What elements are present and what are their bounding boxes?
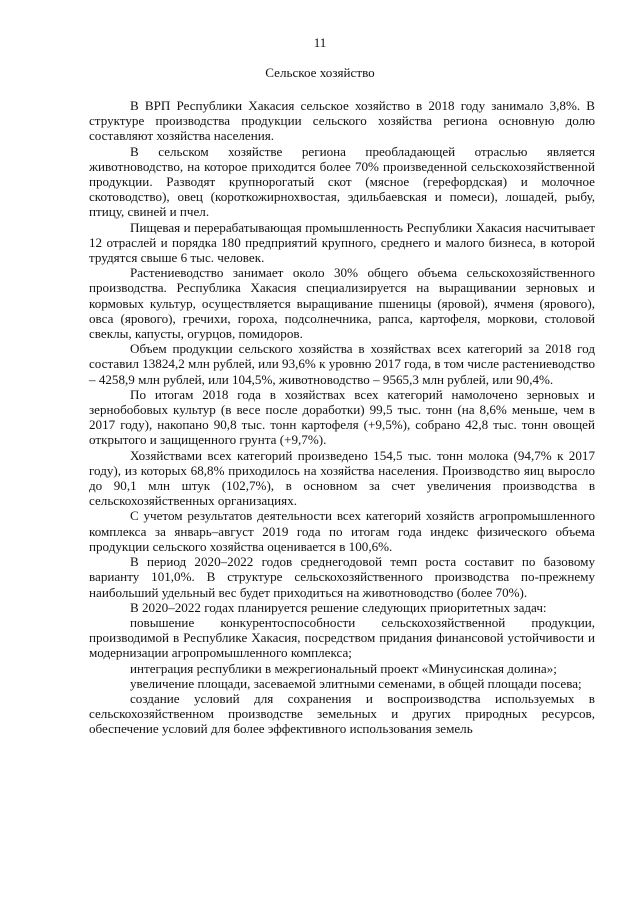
- paragraph: Пищевая и перерабатывающая промышленность Республики Хакасия насчитывает 12 отраслей и порядка 180 предприятий крупного, среднего и малого бизнеса, в которой трудятся свыше 6 тыс. человек.: [89, 219, 595, 266]
- section-title: Сельское хозяйство: [265, 65, 375, 80]
- paragraph: В сельском хозяйстве региона преобладающей отраслью является животноводство, на которое приходится более 70% произведенной сельскохозяйственной продукции. Разводят крупнорогатый скот (мясное (герефордская) и молочное скотоводство), овец (короткожирнохвостая, эдильбаевская и помеси), лошадей, рыбу, птицу, свиней и пчел.: [89, 143, 595, 220]
- paragraph: В ВРП Республики Хакасия сельское хозяйство в 2018 году занимало 3,8%. В структуре производства продукции сельского хозяйства региона основную долю составляют хозяйства населения.: [89, 98, 595, 144]
- paragraph: Хозяйствами всех категорий произведено 154,5 тыс. тонн молока (94,7% к 2017 году), из которых 68,8% приходилось на хозяйства населения. Производство яиц выросло до 90,1 млн штук (102,7%), в основном за счет увеличения производства в сельскохозяйственных организациях.: [89, 447, 595, 509]
- body-text: [89, 98, 595, 737]
- paragraph: В 2020–2022 годах планируется решение следующих приоритетных задач:: [130, 599, 547, 615]
- list-item: повышение конкурентоспособности сельскохозяйственной продукции, производимой в Республике Хакасия, посредством придания финансовой устойчивости и модернизации агропромышленного комплекса;: [89, 614, 595, 661]
- paragraph: В период 2020–2022 годов среднегодовой темп роста составит по базовому варианту 101,0%. В структуре сельскохозяйственного производства по-прежнему наибольший удельный вес будет приходиться на животноводство (более 70%).: [89, 554, 595, 600]
- list-item: интеграция республики в межрегиональный проект «Минусинская долина»;: [130, 660, 557, 676]
- paragraph: Объем продукции сельского хозяйства в хозяйствах всех категорий за 2018 год составил 13824,2 млн рублей, или 93,6% к уровню 2017 года, в том числе растениеводство – 4258,9 млн рублей, или 104,5%, животноводство – 9565,3 млн рублей, или 90,4%.: [89, 341, 595, 387]
- page-number: 11: [313, 35, 327, 50]
- list-item: создание условий для сохранения и воспроизводства используемых в сельскохозяйственном производстве земельных и других природных ресурсов, обеспечение условий для более эффективного использования земель: [89, 690, 595, 737]
- paragraph: По итогам 2018 года в хозяйствах всех категорий намолочено зерновых и зернобобовых культур (в весе после доработки) 99,5 тыс. тонн (на 8,6% меньше, чем в 2017 году), накопано 90,8 тыс. тонн картофеля (+9,5%), собрано 42,8 тыс. тонн овощей открытого и защищенного грунта (+9,7%).: [89, 386, 595, 448]
- list-item: увеличение площади, засеваемой элитными семенами, в общей площади посева;: [130, 675, 582, 691]
- paragraph: С учетом результатов деятельности всех категорий хозяйств агропромышленного комплекса за январь–август 2019 года по итогам года индекс физического объема продукции сельского хозяйства оценивается в 100,6%.: [89, 508, 595, 554]
- paragraph: Растениеводство занимает около 30% общего объема сельскохозяйственного производства. Республика Хакасия специализируется на выращивании зерновых и кормовых культур, осуществляется выращивание пшеницы (яровой), ячменя (ярового), овса (ярового), гречихи, гороха, подсолнечника, рапса, картофеля, моркови, столовой свеклы, капусты, огурцов, помидоров.: [89, 265, 595, 342]
